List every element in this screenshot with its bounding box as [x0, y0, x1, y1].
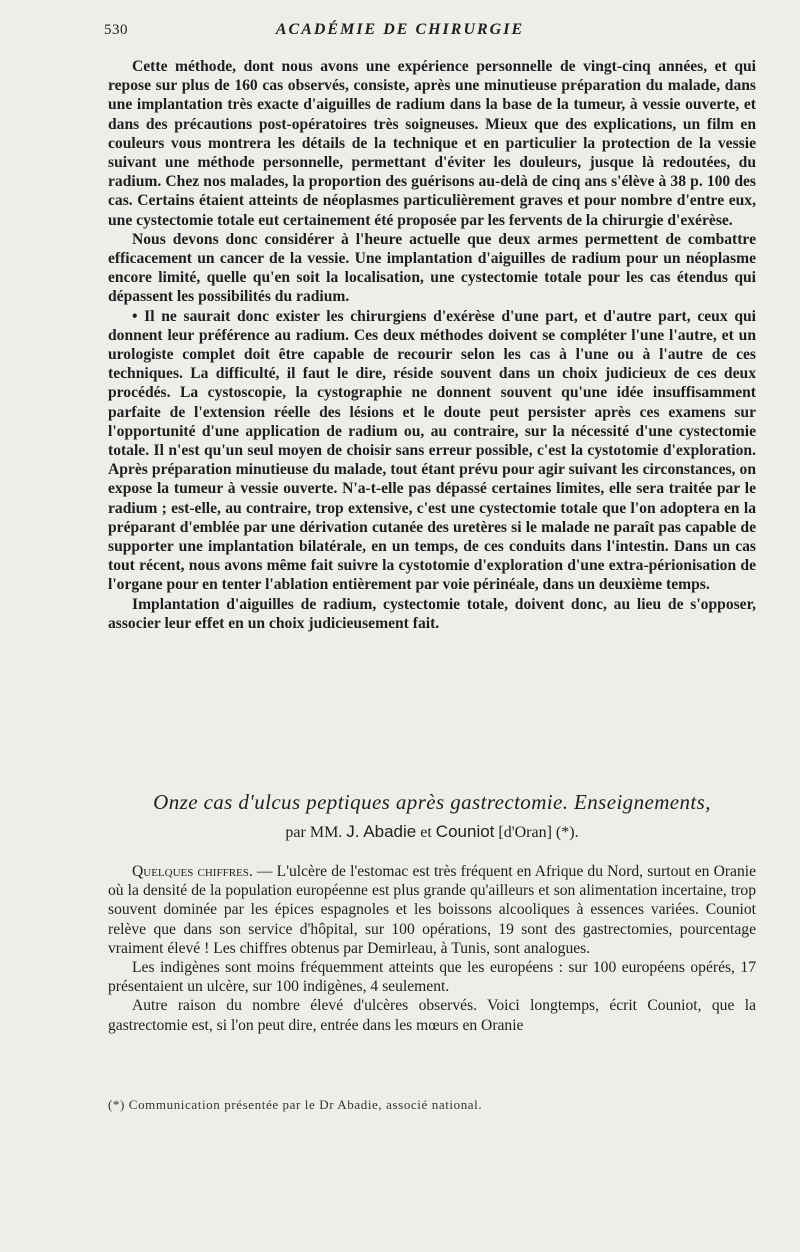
paragraph: Implantation d'aiguilles de radium, cystectomie totale, doivent donc, au lieu de s'opposer, associer leur effet en un choix judicieusement fait. [108, 595, 756, 632]
running-title: ACADÉMIE DE CHIRURGIE [275, 21, 525, 38]
paragraph-text: — L'ulcère de l'estomac est très fréquent en Afrique du Nord, surtout en Oranie où la densité de la population européenne est plus grande qu'ailleurs et son alimentation incertaine, trop souvent dominée par les épices espagnoles et les boissons alcooliques à essences variées. Couniot relève que dans son service d'hôpital, sur 100 opérations, 19 sont des gastrectomies, pourcentage vraiment élevé ! Les chiffres obtenus par Demirleau, à Tunis, sont analogues. [108, 863, 756, 957]
paragraph: Autre raison du nombre élevé d'ulcères observés. Voici longtemps, écrit Couniot, que la gastrectomie est, si l'on peut dire, entrée dans les mœurs en Oranie [108, 997, 756, 1034]
byline-suffix: [d'Oran] (*). [498, 824, 579, 841]
paragraph: • Il ne saurait donc exister les chirurgiens d'exérèse d'une part, et d'autre part, ceux qui donnent leur préférence au radium. Ces deux méthodes doivent se compléter l'une l'autre, et un urologiste complet doit être capable de recourir selon les cas à l'une ou à l'autre de ces techniques. La difficulté, il faut le dire, réside souvent dans un choix judicieux de ces deux procédés. La cystoscopie, la cystographie ne donnent souvent qu'une idée insuffisamment parfaite de l'extension réelle des lésions et le doute peut persister après ces examens sur l'opportunité d'une application de radium ou, au contraire, sur la nécessité d'une cystectomie totale. Il n'est qu'un seul moyen de choisir sans erreur possible, c'est la cystotomie d'exploration. Après préparation minutieuse du malade, tout étant prévu pour agir suivant les circonstances, on expose la tumeur à vessie ouverte. N'a-t-elle pas dépassé certaines limites, elle sera traitée par le radium ; est-elle, au contraire, trop extensive, c'est une cystectomie totale que l'on adoptera en la préparant d'emblée par une dérivation cutanée des uretères si le malade ne paraît pas capable de supporter une implantation bilatérale, en un temps, de ces conduits dans l'intestin. Dans un cas tout récent, nous avons même fait suivre la cystotomie d'exploration d'une extra-périonisation de l'organe pour en tenter l'ablation entièrement par voie périnéale, dans un deuxième temps. [108, 307, 756, 594]
section-body [108, 57, 756, 633]
paragraph: Nous devons donc considérer à l'heure actuelle que deux armes permettent de combattre efficacement un cancer de la vessie. Une implantation d'aiguilles de radium pour un néoplasme encore limité, quelle qu'en soit la localisation, une cystectomie totale pour les cas étendus qui dépassent les possibilités du radium. [108, 230, 756, 306]
footnote: (*) Communication présentée par le Dr Abadie, associé national. [108, 1097, 483, 1112]
paragraph [108, 862, 756, 958]
author-name: Couniot [435, 822, 495, 841]
article-byline [108, 822, 756, 842]
byline-prefix: par MM. [285, 824, 343, 841]
paragraph: Cette méthode, dont nous avons une expérience personnelle de vingt-cinq années, et qui repose sur plus de 160 cas observés, consiste, après une minutieuse préparation du malade, dans une implantation très exacte d'aiguilles de radium dans la base de la tumeur, à vessie ouverte, et dans des précautions post-opératoires très soigneuses. Mieux que des explications, un film en couleurs vous montrera les détails de la technique et en particulier la protection de la vessie suivant une méthode personnelle, permettant d'éviter les douleurs, jusque là redoutées, du radium. Chez nos malades, la proportion des guérisons au-delà de cinq ans s'élève à 38 p. 100 des cas. Certains étaient atteints de néoplasmes particulièrement graves et pour nombre d'entre eux, une cystectomie totale eut certainement été proposée par les fervents de la chirurgie d'exérèse. [108, 58, 756, 229]
article-body [108, 862, 756, 1035]
page-number: 530 [104, 22, 128, 38]
byline-conjunction: et [420, 824, 432, 841]
section-lead-in: Quelques chiffres. [132, 863, 253, 880]
article-title: Onze cas d'ulcus peptiques après gastrectomie. Enseignements, [153, 790, 711, 814]
author-name: J. Abadie [346, 822, 417, 841]
paragraph: Les indigènes sont moins fréquemment atteints que les européens : sur 100 européens opérés, 17 présentaient un ulcère, sur 100 indigènes, 4 seulement. [108, 959, 756, 996]
